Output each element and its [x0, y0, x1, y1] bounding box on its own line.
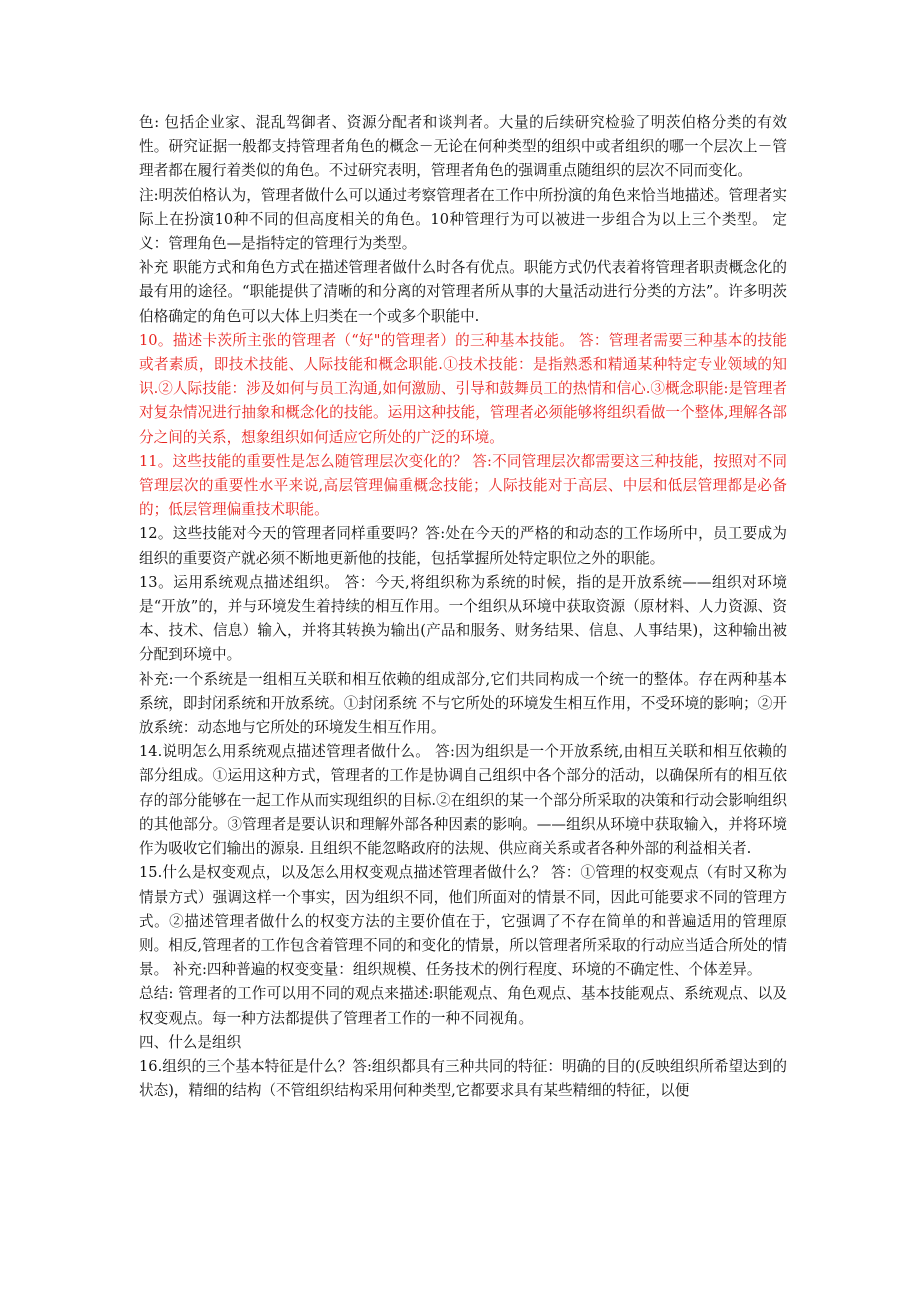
paragraph-q12: 12。这些技能对今天的管理者同样重要吗？答:处在今天的严格的和动态的工作场所中，员工要成为组织的重要资产就必须不断地更新他的技能，包括掌握所处特定职位之外的职能。	[139, 525, 787, 567]
paragraph-q11-skill-importance: 11。这些技能的重要性是怎么随管理层次变化的？ 答:不同管理层次都需要这三种技能，按照对不同管理层次的重要性水平来说,高层管理偏重概念技能；人际技能对于高层、中层和低层管理都是必备的；低层管理偏重技术职能。	[139, 452, 787, 519]
paragraph-q10-katz-skills: 10。描述卡茨所主张的管理者（“好"的管理者）的三种基本技能。 答：管理者需要三种基本的技能或者素质，即技术技能、人际技能和概念职能.①技术技能：是指熟悉和精通某种特定专业领域的知识.②人际技能：涉及如何与员工沟通,如何激励、引导和鼓舞员工的热情和信心.③概念职能:是管理者对复杂情况进行抽象和概念化的技能。运用这种技能，管理者必须能够将组织看做一个整体,理解各部分之间的关系，想象组织如何适应它所处的广泛的环境。	[139, 331, 787, 446]
paragraph-manager-roles: 色: 包括企业家、混乱驾御者、资源分配者和谈判者。大量的后续研究检验了明茨伯格分类的有效性。研究证据一般都支持管理者角色的概念－无论在何种类型的组织中或者组织的哪一个层次上－管理者都在履行着类似的角色。不过研究表明，管理者角色的强调重点随组织的层次不同而变化。	[139, 114, 787, 180]
document-body	[139, 111, 787, 1103]
paragraph-q16: 16.组织的三个基本特征是什么？答:组织都具有三种共同的特征：明确的目的(反映组织所希望达到的状态)，精细的结构（不管组织结构采用何种类型,它都要求具有某些精细的特征，以便	[139, 1057, 787, 1100]
paragraph-q13-systems-view: 13。运用系统观点描述组织。 答：今天,将组织称为系统的时候，指的是开放系统——组织对环境是“开放”的，并与环境发生着持续的相互作用。一个组织从环境中获取资源（原材料、人力资源、资本、技术、信息）输入，并将其转换为输出(产品和服务、财务结果、信息、人事结果)，这种输出被分配到环境中。	[139, 573, 787, 664]
paragraph-supplement-functions: 补充 职能方式和角色方式在描述管理者做什么时各有优点。职能方式仍代表着将管理者职责概念化的最有用的途径。“职能提供了清晰的和分离的对管理者所从事的大量活动进行分类的方法”。许多明茨伯格确定的角色可以大体上归类在一个或多个职能中.	[139, 259, 787, 325]
paragraph-q14: 14.说明怎么用系统观点描述管理者做什么。 答:因为组织是一个开放系统,由相互关联和相互依赖的部分组成。①运用这种方式，管理者的工作是协调自己组织中各个部分的活动，以确保所有的相互依存的部分能够在一起工作从而实现组织的目标.②在组织的某一个部分所采取的决策和行动会影响组织的其他部分。③管理者是要认识和理解外部各种因素的影响。——组织从环境中获取输入，并将环境作为吸收它们输出的源泉. 且组织不能忽略政府的法规、供应商关系或者各种外部的利益相关者.	[139, 743, 787, 858]
paragraph-q15-contingency: 15.什么是权变观点，以及怎么用权变观点描述管理者做什么？ 答：①管理的权变观点（有时又称为情景方式）强调这样一个事实，因为组织不同，他们所面对的情景不同，因此可能要求不同的管理方式。②描述管理者做什么的权变方法的主要价值在于，它强调了不存在简单的和普遍适用的管理原则。相反,管理者的工作包含着管理不同的和变化的情景，所以管理者所采取的行动应当适合所处的情景。 补充:四种普遍的权变变量：组织规模、任务技术的例行程度、环境的不确定性、个体差异。	[139, 864, 787, 979]
paragraph-note-mintzberg: 注:明茨伯格认为，管理者做什么可以通过考察管理者在工作中所扮演的角色来恰当地描述。管理者实际上在扮演10种不同的但高度相关的角色。10种管理行为可以被进一步组合为以上三个类型。 定义：管理角色—是指特定的管理行为类型。	[139, 186, 787, 253]
paragraph-summary: 总结: 管理者的工作可以用不同的观点来描述:职能观点、角色观点、基本技能观点、系统观点、以及权变观点。每一种方法都提供了管理者工作的一种不同视角。	[139, 985, 787, 1027]
paragraph-supplement-systems: 补充:一个系统是一组相互关联和相互依赖的组成部分,它们共同构成一个统一的整体。存在两种基本系统，即封闭系统和开放系统。①封闭系统 不与它所处的环境发生相互作用，不受环境的影响；②开放系统：动态地与它所处的环境发生相互作用。	[139, 670, 787, 737]
section-heading-organization: 四、什么是组织	[139, 1033, 242, 1051]
